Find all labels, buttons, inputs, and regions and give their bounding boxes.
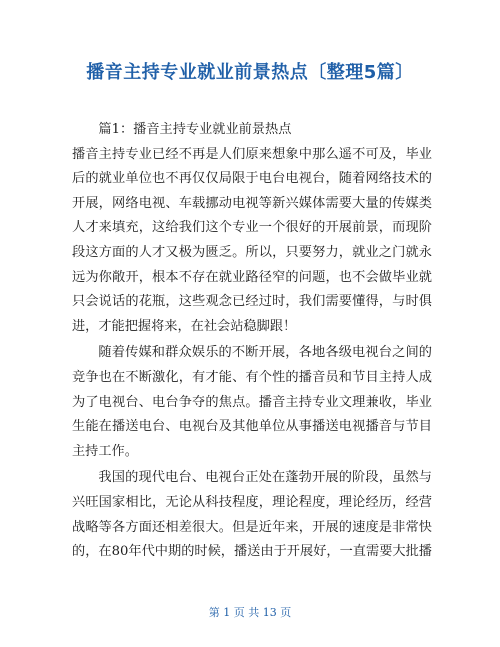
document-body (72, 118, 432, 565)
document-title: 播音主持专业就业前景热点〔整理5篇〕 (86, 62, 414, 83)
paragraph-2 (72, 341, 432, 464)
paragraph-line: 我国的现代电台、电视台正处在蓬勃开展的阶段，虽然与 (98, 470, 432, 486)
paragraph-line: 战略等各方面还相差很大。但是近年来，开展的速度是非常快 (72, 519, 432, 535)
paragraph-line: 播音主持专业已经不再是人们原来想象中那么遥不可及，毕业 (72, 146, 432, 162)
paragraph-line: 人才来填充，这给我们这个专业一个很好的开展前景，而现阶 (72, 220, 432, 236)
paragraph-line: 开展，网络电视、车载挪动电视等新兴媒体需要大量的传媒类 (72, 195, 432, 211)
paragraph-line: 进，才能把握将来，在社会站稳脚跟！ (72, 318, 297, 334)
paragraph-3 (72, 466, 432, 564)
paragraph-line: 竞争也在不断激化，有才能、有个性的播音员和节目主持人成 (72, 369, 432, 385)
paragraph-line: 兴旺国家相比，无论从科技程度，理论程度，理论经历，经营 (72, 494, 432, 510)
paragraph-line: 后的就业单位也不再仅仅局限于电台电视台，随着网络技术的 (72, 171, 432, 187)
paragraph-1 (72, 143, 432, 340)
section-heading: 篇1：播音主持专业就业前景热点 (98, 122, 292, 137)
paragraph-line: 随着传媒和群众娱乐的不断开展，各地各级电视台之间的 (98, 345, 432, 361)
paragraph-line: 生能在播送电台、电视台及其他单位从事播送电视播音与节目 (72, 419, 432, 435)
paragraph-line: 只会说话的花瓶，这些观念已经过时，我们需要懂得，与时俱 (72, 294, 432, 310)
paragraph-line: 远为你敞开，根本不存在就业路径窄的问题，也不会做毕业就 (72, 269, 432, 285)
paragraph-line: 主持工作。 (72, 443, 138, 459)
paragraph-line: 为了电视台、电台争夺的焦点。播音主持专业文理兼收，毕业 (72, 394, 432, 410)
page-number-footer: 第 1 页 共 13 页 (208, 606, 292, 619)
paragraph-line: 段这方面的人才又极为匮乏。所以，只要努力，就业之门就永 (72, 244, 432, 260)
paragraph-line: 的，在80年代中期的时候，播送由于开展好，一直需要大批播 (72, 544, 432, 560)
